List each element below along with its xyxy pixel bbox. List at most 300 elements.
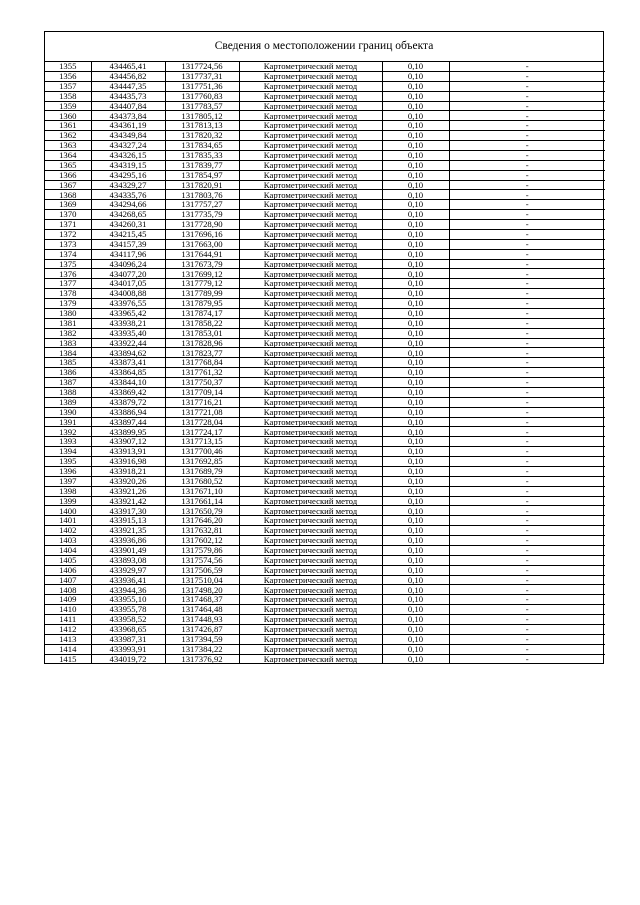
- precision-cell: 0,10: [382, 338, 449, 348]
- table-row: [45, 634, 605, 644]
- description-cell: -: [449, 81, 605, 91]
- precision-cell: 0,10: [382, 358, 449, 368]
- table-row: [45, 397, 605, 407]
- method-cell: Картометрический метод: [239, 279, 382, 289]
- method-cell: Картометрический метод: [239, 180, 382, 190]
- table-row: [45, 466, 605, 476]
- point-number-cell: 1395: [45, 457, 91, 467]
- method-cell: Картометрический метод: [239, 644, 382, 654]
- description-cell: -: [449, 624, 605, 634]
- table-row: [45, 486, 605, 496]
- y-coordinate-cell: 1317716,21: [165, 397, 239, 407]
- x-coordinate-cell: 433987,31: [91, 634, 165, 644]
- y-coordinate-cell: 1317689,79: [165, 466, 239, 476]
- method-cell: Картометрический метод: [239, 506, 382, 516]
- precision-cell: 0,10: [382, 555, 449, 565]
- precision-cell: 0,10: [382, 121, 449, 131]
- table-row: [45, 595, 605, 605]
- x-coordinate-cell: 434077,20: [91, 269, 165, 279]
- y-coordinate-cell: 1317750,37: [165, 378, 239, 388]
- method-cell: Картометрический метод: [239, 348, 382, 358]
- method-cell: Картометрический метод: [239, 170, 382, 180]
- point-number-cell: 1397: [45, 476, 91, 486]
- y-coordinate-cell: 1317858,22: [165, 318, 239, 328]
- description-cell: -: [449, 220, 605, 230]
- table-row: [45, 279, 605, 289]
- precision-cell: 0,10: [382, 328, 449, 338]
- description-cell: -: [449, 634, 605, 644]
- method-cell: Картометрический метод: [239, 407, 382, 417]
- point-number-cell: 1376: [45, 269, 91, 279]
- description-cell: -: [449, 101, 605, 111]
- method-cell: Картометрический метод: [239, 447, 382, 457]
- description-cell: -: [449, 318, 605, 328]
- table-row: [45, 190, 605, 200]
- y-coordinate-cell: 1317700,46: [165, 447, 239, 457]
- table-row: [45, 81, 605, 91]
- description-cell: -: [449, 348, 605, 358]
- y-coordinate-cell: 1317498,20: [165, 585, 239, 595]
- method-cell: Картометрический метод: [239, 190, 382, 200]
- point-number-cell: 1366: [45, 170, 91, 180]
- x-coordinate-cell: 433907,12: [91, 437, 165, 447]
- method-cell: Картометрический метод: [239, 220, 382, 230]
- x-coordinate-cell: 434215,45: [91, 229, 165, 239]
- description-cell: -: [449, 407, 605, 417]
- point-number-cell: 1408: [45, 585, 91, 595]
- precision-cell: 0,10: [382, 397, 449, 407]
- x-coordinate-cell: 433918,21: [91, 466, 165, 476]
- x-coordinate-cell: 433955,78: [91, 605, 165, 615]
- x-coordinate-cell: 433921,35: [91, 526, 165, 536]
- precision-cell: 0,10: [382, 437, 449, 447]
- y-coordinate-cell: 1317632,81: [165, 526, 239, 536]
- precision-cell: 0,10: [382, 654, 449, 663]
- description-cell: -: [449, 200, 605, 210]
- point-number-cell: 1367: [45, 180, 91, 190]
- y-coordinate-cell: 1317506,59: [165, 565, 239, 575]
- x-coordinate-cell: 434326,15: [91, 150, 165, 160]
- point-number-cell: 1389: [45, 397, 91, 407]
- description-cell: -: [449, 299, 605, 309]
- point-number-cell: 1386: [45, 368, 91, 378]
- method-cell: Картометрический метод: [239, 338, 382, 348]
- precision-cell: 0,10: [382, 62, 449, 71]
- table-row: [45, 131, 605, 141]
- table-row: [45, 536, 605, 546]
- method-cell: Картометрический метод: [239, 605, 382, 615]
- y-coordinate-cell: 1317650,79: [165, 506, 239, 516]
- method-cell: Картометрический метод: [239, 417, 382, 427]
- table-row: [45, 101, 605, 111]
- description-cell: -: [449, 160, 605, 170]
- x-coordinate-cell: 433879,72: [91, 397, 165, 407]
- point-number-cell: 1384: [45, 348, 91, 358]
- precision-cell: 0,10: [382, 308, 449, 318]
- point-number-cell: 1393: [45, 437, 91, 447]
- method-cell: Картометрический метод: [239, 536, 382, 546]
- y-coordinate-cell: 1317853,01: [165, 328, 239, 338]
- table-row: [45, 269, 605, 279]
- x-coordinate-cell: 433899,95: [91, 427, 165, 437]
- table-row: [45, 506, 605, 516]
- point-number-cell: 1361: [45, 121, 91, 131]
- x-coordinate-cell: 434008,88: [91, 289, 165, 299]
- method-cell: Картометрический метод: [239, 378, 382, 388]
- table-row: [45, 605, 605, 615]
- description-cell: -: [449, 131, 605, 141]
- y-coordinate-cell: 1317803,76: [165, 190, 239, 200]
- method-cell: Картометрический метод: [239, 555, 382, 565]
- description-cell: -: [449, 516, 605, 526]
- method-cell: Картометрический метод: [239, 526, 382, 536]
- point-number-cell: 1410: [45, 605, 91, 615]
- y-coordinate-cell: 1317789,99: [165, 289, 239, 299]
- table-row: [45, 239, 605, 249]
- table-row: [45, 555, 605, 565]
- description-cell: -: [449, 506, 605, 516]
- precision-cell: 0,10: [382, 170, 449, 180]
- point-number-cell: 1377: [45, 279, 91, 289]
- x-coordinate-cell: 433935,40: [91, 328, 165, 338]
- description-cell: -: [449, 338, 605, 348]
- point-number-cell: 1378: [45, 289, 91, 299]
- y-coordinate-cell: 1317874,17: [165, 308, 239, 318]
- description-cell: -: [449, 279, 605, 289]
- point-number-cell: 1363: [45, 141, 91, 151]
- precision-cell: 0,10: [382, 220, 449, 230]
- y-coordinate-cell: 1317448,93: [165, 615, 239, 625]
- table-row: [45, 575, 605, 585]
- table-row: [45, 358, 605, 368]
- y-coordinate-cell: 1317721,08: [165, 407, 239, 417]
- description-cell: -: [449, 615, 605, 625]
- table-row: [45, 615, 605, 625]
- y-coordinate-cell: 1317661,14: [165, 496, 239, 506]
- point-number-cell: 1414: [45, 644, 91, 654]
- method-cell: Картометрический метод: [239, 486, 382, 496]
- description-cell: -: [449, 496, 605, 506]
- table-row: [45, 427, 605, 437]
- description-cell: -: [449, 71, 605, 81]
- method-cell: Картометрический метод: [239, 101, 382, 111]
- point-number-cell: 1404: [45, 545, 91, 555]
- y-coordinate-cell: 1317709,14: [165, 387, 239, 397]
- precision-cell: 0,10: [382, 496, 449, 506]
- table-row: [45, 338, 605, 348]
- table-row: [45, 378, 605, 388]
- precision-cell: 0,10: [382, 81, 449, 91]
- point-number-cell: 1396: [45, 466, 91, 476]
- x-coordinate-cell: 433894,62: [91, 348, 165, 358]
- point-number-cell: 1390: [45, 407, 91, 417]
- y-coordinate-cell: 1317724,17: [165, 427, 239, 437]
- method-cell: Картометрический метод: [239, 516, 382, 526]
- description-cell: -: [449, 308, 605, 318]
- x-coordinate-cell: 433916,98: [91, 457, 165, 467]
- y-coordinate-cell: 1317834,65: [165, 141, 239, 151]
- precision-cell: 0,10: [382, 605, 449, 615]
- precision-cell: 0,10: [382, 615, 449, 625]
- precision-cell: 0,10: [382, 318, 449, 328]
- precision-cell: 0,10: [382, 634, 449, 644]
- description-cell: -: [449, 190, 605, 200]
- table-row: [45, 328, 605, 338]
- x-coordinate-cell: 433976,55: [91, 299, 165, 309]
- y-coordinate-cell: 1317724,56: [165, 62, 239, 71]
- method-cell: Картометрический метод: [239, 141, 382, 151]
- description-cell: -: [449, 654, 605, 663]
- method-cell: Картометрический метод: [239, 575, 382, 585]
- table-row: [45, 318, 605, 328]
- precision-cell: 0,10: [382, 476, 449, 486]
- precision-cell: 0,10: [382, 585, 449, 595]
- description-cell: -: [449, 180, 605, 190]
- precision-cell: 0,10: [382, 516, 449, 526]
- table-row: [45, 348, 605, 358]
- precision-cell: 0,10: [382, 348, 449, 358]
- method-cell: Картометрический метод: [239, 615, 382, 625]
- description-cell: -: [449, 121, 605, 131]
- method-cell: Картометрический метод: [239, 437, 382, 447]
- x-coordinate-cell: 434260,31: [91, 220, 165, 230]
- precision-cell: 0,10: [382, 565, 449, 575]
- precision-cell: 0,10: [382, 447, 449, 457]
- point-number-cell: 1362: [45, 131, 91, 141]
- point-number-cell: 1355: [45, 62, 91, 71]
- method-cell: Картометрический метод: [239, 239, 382, 249]
- description-cell: -: [449, 644, 605, 654]
- table-row: [45, 417, 605, 427]
- method-cell: Картометрический метод: [239, 71, 382, 81]
- point-number-cell: 1357: [45, 81, 91, 91]
- x-coordinate-cell: 434096,24: [91, 259, 165, 269]
- table-row: [45, 545, 605, 555]
- description-cell: -: [449, 170, 605, 180]
- method-cell: Картометрический метод: [239, 585, 382, 595]
- point-number-cell: 1358: [45, 91, 91, 101]
- x-coordinate-cell: 434349,84: [91, 131, 165, 141]
- description-cell: -: [449, 486, 605, 496]
- point-number-cell: 1381: [45, 318, 91, 328]
- precision-cell: 0,10: [382, 279, 449, 289]
- precision-cell: 0,10: [382, 427, 449, 437]
- precision-cell: 0,10: [382, 368, 449, 378]
- y-coordinate-cell: 1317839,77: [165, 160, 239, 170]
- y-coordinate-cell: 1317692,85: [165, 457, 239, 467]
- point-number-cell: 1359: [45, 101, 91, 111]
- description-cell: -: [449, 545, 605, 555]
- y-coordinate-cell: 1317699,12: [165, 269, 239, 279]
- precision-cell: 0,10: [382, 229, 449, 239]
- point-number-cell: 1398: [45, 486, 91, 496]
- x-coordinate-cell: 433864,85: [91, 368, 165, 378]
- y-coordinate-cell: 1317728,04: [165, 417, 239, 427]
- x-coordinate-cell: 434294,66: [91, 200, 165, 210]
- point-number-cell: 1379: [45, 299, 91, 309]
- description-cell: -: [449, 536, 605, 546]
- precision-cell: 0,10: [382, 259, 449, 269]
- table-row: [45, 121, 605, 131]
- method-cell: Картометрический метод: [239, 308, 382, 318]
- x-coordinate-cell: 433936,41: [91, 575, 165, 585]
- y-coordinate-cell: 1317835,33: [165, 150, 239, 160]
- y-coordinate-cell: 1317737,31: [165, 71, 239, 81]
- precision-cell: 0,10: [382, 506, 449, 516]
- description-cell: -: [449, 289, 605, 299]
- y-coordinate-cell: 1317426,87: [165, 624, 239, 634]
- precision-cell: 0,10: [382, 91, 449, 101]
- point-number-cell: 1387: [45, 378, 91, 388]
- x-coordinate-cell: 433920,26: [91, 476, 165, 486]
- precision-cell: 0,10: [382, 190, 449, 200]
- point-number-cell: 1409: [45, 595, 91, 605]
- point-number-cell: 1364: [45, 150, 91, 160]
- table-row: [45, 565, 605, 575]
- precision-cell: 0,10: [382, 575, 449, 585]
- description-cell: -: [449, 526, 605, 536]
- method-cell: Картометрический метод: [239, 210, 382, 220]
- method-cell: Картометрический метод: [239, 289, 382, 299]
- point-number-cell: 1385: [45, 358, 91, 368]
- table-row: [45, 457, 605, 467]
- method-cell: Картометрический метод: [239, 427, 382, 437]
- point-number-cell: 1391: [45, 417, 91, 427]
- precision-cell: 0,10: [382, 289, 449, 299]
- description-cell: -: [449, 91, 605, 101]
- x-coordinate-cell: 433993,91: [91, 644, 165, 654]
- description-cell: -: [449, 239, 605, 249]
- method-cell: Картометрический метод: [239, 545, 382, 555]
- method-cell: Картометрический метод: [239, 654, 382, 663]
- table-row: [45, 180, 605, 190]
- method-cell: Картометрический метод: [239, 318, 382, 328]
- x-coordinate-cell: 434157,39: [91, 239, 165, 249]
- point-number-cell: 1369: [45, 200, 91, 210]
- table-row: [45, 220, 605, 230]
- table-row: [45, 160, 605, 170]
- y-coordinate-cell: 1317813,13: [165, 121, 239, 131]
- description-cell: -: [449, 575, 605, 585]
- precision-cell: 0,10: [382, 387, 449, 397]
- x-coordinate-cell: 434017,05: [91, 279, 165, 289]
- precision-cell: 0,10: [382, 200, 449, 210]
- point-number-cell: 1372: [45, 229, 91, 239]
- precision-cell: 0,10: [382, 239, 449, 249]
- method-cell: Картометрический метод: [239, 496, 382, 506]
- x-coordinate-cell: 434117,96: [91, 249, 165, 259]
- description-cell: -: [449, 457, 605, 467]
- y-coordinate-cell: 1317680,52: [165, 476, 239, 486]
- y-coordinate-cell: 1317376,92: [165, 654, 239, 663]
- point-number-cell: 1356: [45, 71, 91, 81]
- table-row: [45, 210, 605, 220]
- precision-cell: 0,10: [382, 141, 449, 151]
- method-cell: Картометрический метод: [239, 299, 382, 309]
- description-cell: -: [449, 476, 605, 486]
- y-coordinate-cell: 1317384,22: [165, 644, 239, 654]
- table-row: [45, 71, 605, 81]
- point-number-cell: 1401: [45, 516, 91, 526]
- description-cell: -: [449, 328, 605, 338]
- point-number-cell: 1415: [45, 654, 91, 663]
- y-coordinate-cell: 1317761,32: [165, 368, 239, 378]
- method-cell: Картометрический метод: [239, 624, 382, 634]
- precision-cell: 0,10: [382, 624, 449, 634]
- method-cell: Картометрический метод: [239, 259, 382, 269]
- description-cell: -: [449, 368, 605, 378]
- y-coordinate-cell: 1317574,56: [165, 555, 239, 565]
- method-cell: Картометрический метод: [239, 634, 382, 644]
- method-cell: Картометрический метод: [239, 269, 382, 279]
- x-coordinate-cell: 433929,97: [91, 565, 165, 575]
- point-number-cell: 1400: [45, 506, 91, 516]
- point-number-cell: 1360: [45, 111, 91, 121]
- table-row: [45, 111, 605, 121]
- description-cell: -: [449, 62, 605, 71]
- precision-cell: 0,10: [382, 71, 449, 81]
- table-row: [45, 496, 605, 506]
- table-row: [45, 437, 605, 447]
- table-row: [45, 585, 605, 595]
- description-cell: -: [449, 437, 605, 447]
- method-cell: Картометрический метод: [239, 466, 382, 476]
- method-cell: Картометрический метод: [239, 368, 382, 378]
- y-coordinate-cell: 1317663,00: [165, 239, 239, 249]
- x-coordinate-cell: 433968,65: [91, 624, 165, 634]
- x-coordinate-cell: 433893,08: [91, 555, 165, 565]
- point-number-cell: 1405: [45, 555, 91, 565]
- x-coordinate-cell: 433958,52: [91, 615, 165, 625]
- description-cell: -: [449, 259, 605, 269]
- table-row: [45, 91, 605, 101]
- y-coordinate-cell: 1317735,79: [165, 210, 239, 220]
- point-number-cell: 1403: [45, 536, 91, 546]
- x-coordinate-cell: 433938,21: [91, 318, 165, 328]
- description-cell: -: [449, 466, 605, 476]
- description-cell: -: [449, 585, 605, 595]
- point-number-cell: 1411: [45, 615, 91, 625]
- table-row: [45, 200, 605, 210]
- y-coordinate-cell: 1317820,91: [165, 180, 239, 190]
- point-number-cell: 1406: [45, 565, 91, 575]
- y-coordinate-cell: 1317768,84: [165, 358, 239, 368]
- x-coordinate-cell: 433965,42: [91, 308, 165, 318]
- precision-cell: 0,10: [382, 101, 449, 111]
- x-coordinate-cell: 434335,76: [91, 190, 165, 200]
- method-cell: Картометрический метод: [239, 111, 382, 121]
- point-number-cell: 1375: [45, 259, 91, 269]
- method-cell: Картометрический метод: [239, 476, 382, 486]
- precision-cell: 0,10: [382, 595, 449, 605]
- y-coordinate-cell: 1317644,91: [165, 249, 239, 259]
- table-row: [45, 141, 605, 151]
- precision-cell: 0,10: [382, 180, 449, 190]
- precision-cell: 0,10: [382, 526, 449, 536]
- precision-cell: 0,10: [382, 457, 449, 467]
- x-coordinate-cell: 434329,27: [91, 180, 165, 190]
- description-cell: -: [449, 378, 605, 388]
- method-cell: Картометрический метод: [239, 121, 382, 131]
- method-cell: Картометрический метод: [239, 131, 382, 141]
- point-number-cell: 1374: [45, 249, 91, 259]
- table-row: [45, 170, 605, 180]
- x-coordinate-cell: 434465,41: [91, 62, 165, 71]
- table-title: Сведения о местоположении границ объекта: [45, 32, 603, 62]
- description-cell: -: [449, 397, 605, 407]
- description-cell: -: [449, 111, 605, 121]
- description-cell: -: [449, 229, 605, 239]
